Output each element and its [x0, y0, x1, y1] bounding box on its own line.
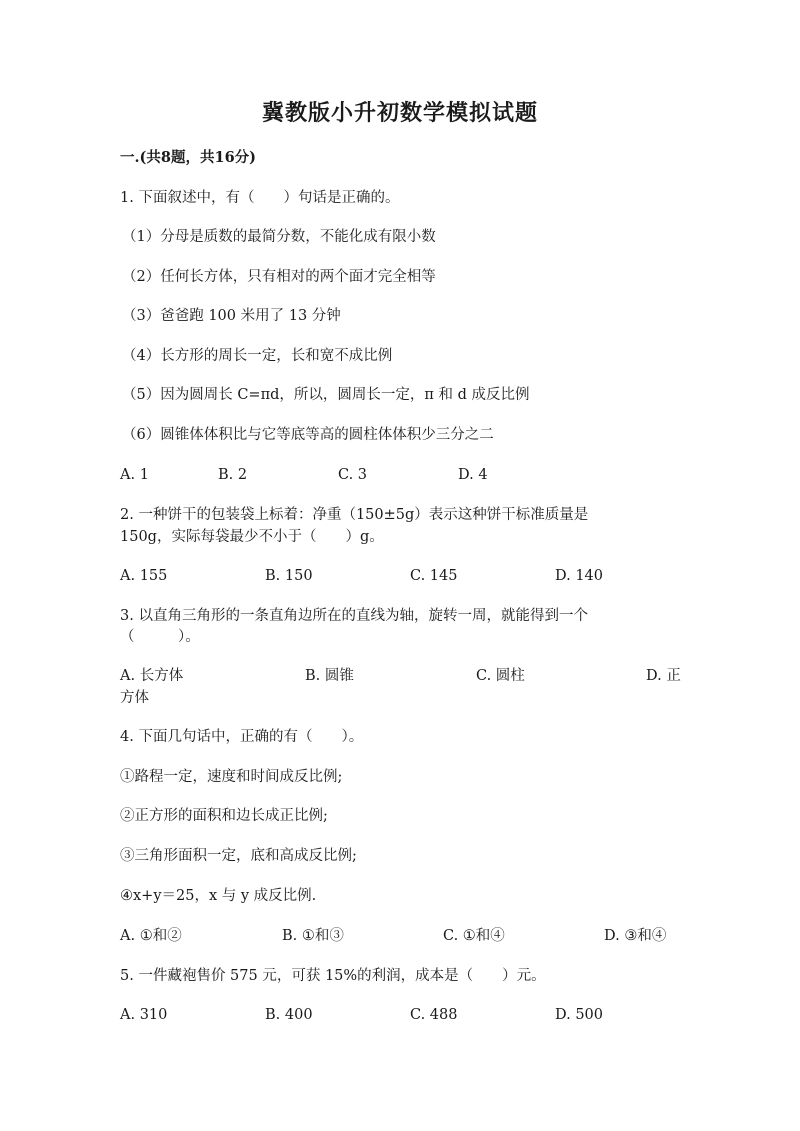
- question-4-item: ④x+y＝25，x 与 y 成反比例.: [120, 888, 317, 904]
- question-1-option-d[interactable]: D. 4: [458, 467, 488, 483]
- question-3-option-d[interactable]: D. 正: [646, 668, 681, 684]
- question-1-stem: 1. 下面叙述中，有（ ）句话是正确的。: [120, 190, 400, 206]
- question-2-stem: 150g，实际每袋最少不小于（ ）g。: [120, 529, 384, 545]
- question-1-item: （2）任何长方体，只有相对的两个面才完全相等: [122, 269, 436, 285]
- question-4-option-c[interactable]: C. ①和④: [443, 928, 505, 944]
- question-3-option-b[interactable]: B. 圆锥: [305, 668, 354, 684]
- question-5-option-d[interactable]: D. 500: [555, 1007, 604, 1023]
- question-3-option-c[interactable]: C. 圆柱: [476, 668, 525, 684]
- question-4-option-b[interactable]: B. ①和③: [282, 928, 344, 944]
- question-4-item: ①路程一定，速度和时间成反比例;: [120, 769, 343, 785]
- question-3-stem: （ ）。: [120, 629, 200, 645]
- question-5-option-b[interactable]: B. 400: [265, 1007, 313, 1023]
- question-2-option-a[interactable]: A. 155: [120, 568, 168, 584]
- question-2-stem: 2. 一种饼干的包装袋上标着：净重（150±5g）表示这种饼干标准质量是: [120, 507, 589, 523]
- question-3-option-a[interactable]: A. 长方体: [120, 668, 184, 684]
- question-5-stem: 5. 一件藏袍售价 575 元，可获 15%的利润，成本是（ ）元。: [120, 968, 546, 984]
- question-2-option-c[interactable]: C. 145: [410, 568, 458, 584]
- question-4-stem: 4. 下面几句话中，正确的有（ ）。: [120, 729, 364, 745]
- page-title: 冀教版小升初数学模拟试题: [261, 100, 538, 126]
- question-5-option-a[interactable]: A. 310: [120, 1007, 168, 1023]
- question-1-option-c[interactable]: C. 3: [338, 467, 368, 483]
- question-1-option-a[interactable]: A. 1: [120, 467, 149, 483]
- question-1-item: （1）分母是质数的最简分数，不能化成有限小数: [122, 229, 436, 245]
- question-4-option-d[interactable]: D. ③和④: [604, 928, 667, 944]
- question-2-option-d[interactable]: D. 140: [555, 568, 604, 584]
- question-3-option-d-wrap: 方体: [120, 690, 149, 706]
- question-4-item: ③三角形面积一定，底和高成反比例;: [120, 848, 357, 864]
- question-5-option-c[interactable]: C. 488: [410, 1007, 458, 1023]
- question-4-option-a[interactable]: A. ①和②: [120, 928, 182, 944]
- question-1-item: （5）因为圆周长 C=πd，所以，圆周长一定，π 和 d 成反比例: [122, 387, 530, 403]
- question-1-item: （3）爸爸跑 100 米用了 13 分钟: [122, 308, 341, 324]
- question-3-stem: 3. 以直角三角形的一条直角边所在的直线为轴，旋转一周，就能得到一个: [120, 608, 588, 624]
- question-1-item: （4）长方形的周长一定，长和宽不成比例: [122, 348, 393, 364]
- question-4-item: ②正方形的面积和边长成正比例;: [120, 808, 328, 824]
- question-1-option-b[interactable]: B. 2: [218, 467, 248, 483]
- question-1-item: （6）圆锥体体积比与它等底等高的圆柱体体积少三分之二: [122, 427, 494, 443]
- question-2-option-b[interactable]: B. 150: [265, 568, 313, 584]
- section-heading: 一.(共8题，共16分): [120, 149, 257, 166]
